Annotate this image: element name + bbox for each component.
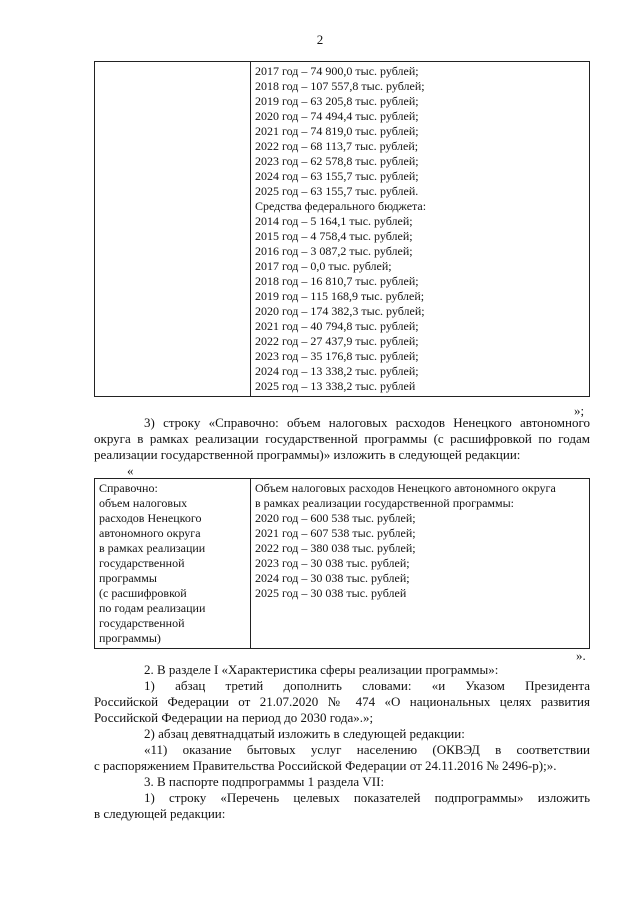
funding-line: 2018 год – 107 557,8 тыс. рублей; xyxy=(255,79,425,93)
tax-value-line: в рамках реализации государственной программы: xyxy=(255,496,514,510)
item-3-line-1: 3) строку «Справочно: объем налоговых расходов Ненецкого автономного xyxy=(144,415,590,430)
funding-line: 2015 год – 4 758,4 тыс. рублей; xyxy=(255,229,413,243)
tax-label-line: расходов Ненецкого xyxy=(99,511,202,525)
funding-line: 2024 год – 13 338,2 тыс. рублей; xyxy=(255,364,419,378)
tax-value-line: 2021 год – 607 538 тыс. рублей; xyxy=(255,526,416,540)
funding-line: 2024 год – 63 155,7 тыс. рублей; xyxy=(255,169,419,183)
page-number: 2 xyxy=(316,32,324,47)
tax-label-line: по годам реализации xyxy=(99,601,206,615)
funding-line: 2022 год – 27 437,9 тыс. рублей; xyxy=(255,334,419,348)
section-2-p2-line-1: 2) абзац девятнадцатый изложить в следующей редакции: xyxy=(144,726,465,741)
tax-value-line: 2024 год – 30 038 тыс. рублей; xyxy=(255,571,410,585)
tax-label-line: (с расшифровкой xyxy=(99,586,187,600)
tax-label-line: в рамках реализации xyxy=(99,541,206,555)
funding-subheading: Средства федерального бюджета: xyxy=(255,199,427,213)
tax-label-line: Справочно: xyxy=(99,481,158,495)
tax-label-line: программы xyxy=(99,571,157,585)
funding-line: 2023 год – 62 578,8 тыс. рублей; xyxy=(255,154,419,168)
close-quote: »; xyxy=(574,403,585,418)
section-3-p1-line-1: 1) строку «Перечень целевых показателей подпрограммы» изложить xyxy=(144,790,590,805)
funding-line: 2021 год – 74 819,0 тыс. рублей; xyxy=(255,124,419,138)
funding-line: 2020 год – 74 494,4 тыс. рублей; xyxy=(255,109,419,123)
section-2-heading: 2. В разделе I «Характеристика сферы реализации программы»: xyxy=(144,662,499,677)
funding-line: 2025 год – 13 338,2 тыс. рублей xyxy=(255,379,416,393)
item-3-line-2: округа в рамках реализации государственной программы (с расшифровкой по годам xyxy=(94,431,590,446)
funding-line: 2021 год – 40 794,8 тыс. рублей; xyxy=(255,319,419,333)
funding-table xyxy=(94,61,590,397)
open-quote: « xyxy=(127,463,134,478)
funding-line: 2016 год – 3 087,2 тыс. рублей; xyxy=(255,244,413,258)
funding-table-right-cell xyxy=(251,62,590,397)
item-3-line-3: реализации государственной программы)» изложить в следующей редакции: xyxy=(94,447,521,462)
tax-label-line: государственной xyxy=(99,556,185,570)
tax-label-line: автономного округа xyxy=(99,526,201,540)
tax-label-line: программы) xyxy=(99,631,161,645)
funding-line: 2025 год – 63 155,7 тыс. рублей. xyxy=(255,184,419,198)
funding-line: 2017 год – 0,0 тыс. рублей; xyxy=(255,259,392,273)
section-2-p1-line-1: 1) абзац третий дополнить словами: «и Указом Президента xyxy=(144,678,590,693)
funding-line: 2018 год – 16 810,7 тыс. рублей; xyxy=(255,274,419,288)
tax-table-right-cell xyxy=(251,479,590,649)
section-3-heading: 3. В паспорте подпрограммы 1 раздела VII: xyxy=(144,774,385,789)
funding-line: 2019 год – 115 168,9 тыс. рублей; xyxy=(255,289,425,303)
tax-label-line: объем налоговых xyxy=(99,496,188,510)
tax-expenditure-table xyxy=(94,478,590,649)
tax-value-line: 2025 год – 30 038 тыс. рублей xyxy=(255,586,407,600)
close-quote: ». xyxy=(576,648,586,663)
funding-line: 2022 год – 68 113,7 тыс. рублей; xyxy=(255,139,419,153)
section-2-p1-line-2: Российской Федерации от 21.07.2020 № 474 «О национальных целях развития xyxy=(94,694,590,709)
funding-line: 2017 год – 74 900,0 тыс. рублей; xyxy=(255,64,419,78)
section-2-p2-line-3: с распоряжением Правительства Российской Федерации от 24.11.2016 № 2496-р);». xyxy=(94,758,557,773)
tax-value-line: 2022 год – 380 038 тыс. рублей; xyxy=(255,541,416,555)
section-2-p2-line-2: «11) оказание бытовых услуг населению (ОКВЭД в соответствии xyxy=(144,742,590,757)
funding-table-left-cell xyxy=(95,62,251,397)
tax-value-line: 2023 год – 30 038 тыс. рублей; xyxy=(255,556,410,570)
funding-line: 2023 год – 35 176,8 тыс. рублей; xyxy=(255,349,419,363)
tax-label-line: государственной xyxy=(99,616,185,630)
funding-line: 2014 год – 5 164,1 тыс. рублей; xyxy=(255,214,413,228)
tax-value-line: Объем налоговых расходов Ненецкого автономного округа xyxy=(255,481,556,495)
section-2-p1-line-3: Российской Федерации на период до 2030 года».»; xyxy=(94,710,374,725)
funding-line: 2019 год – 63 205,8 тыс. рублей; xyxy=(255,94,419,108)
funding-line: 2020 год – 174 382,3 тыс. рублей; xyxy=(255,304,425,318)
tax-table-left-cell xyxy=(95,479,251,649)
section-3-p1-line-2: в следующей редакции: xyxy=(94,806,226,821)
tax-value-line: 2020 год – 600 538 тыс. рублей; xyxy=(255,511,416,525)
